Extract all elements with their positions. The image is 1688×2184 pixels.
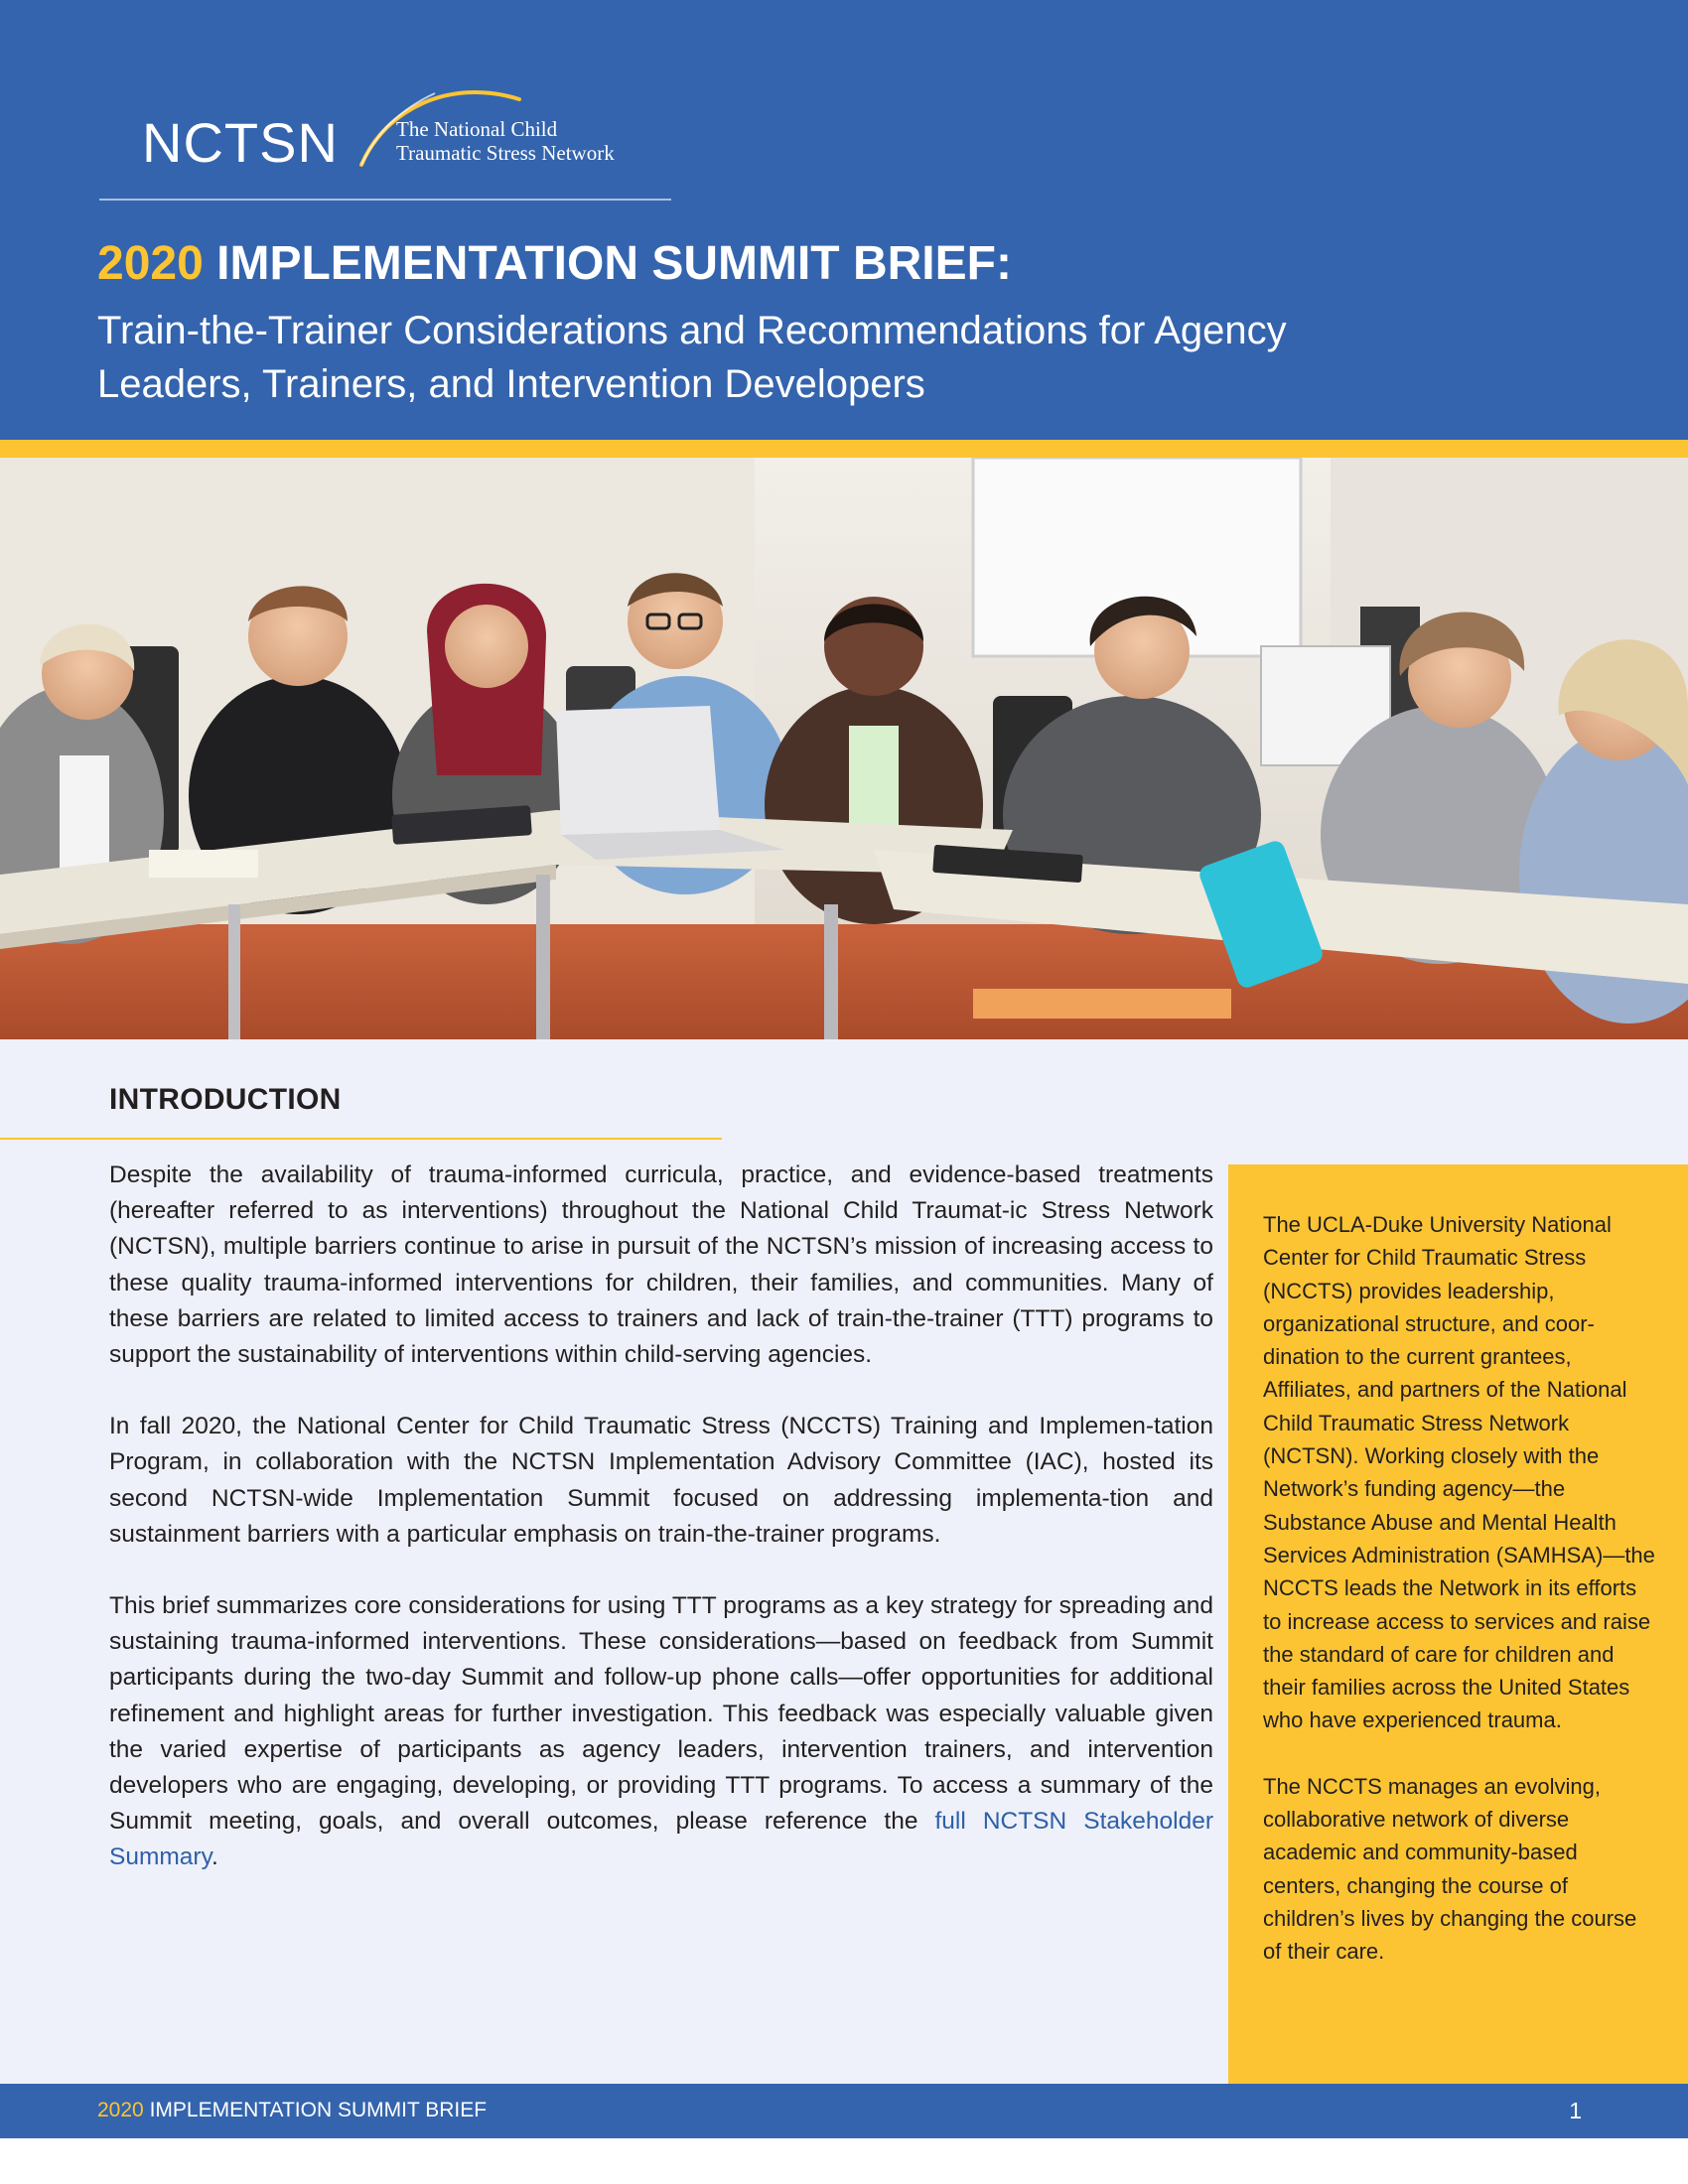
introduction-heading: INTRODUCTION [109, 1083, 342, 1116]
footer-title [97, 2099, 487, 2122]
sidebar-paragraph-2: The NCCTS manages an evolving, collaborative network of diverse academic and community-based centers, changing the course of children’s lives by changing the course of their care. [1263, 1773, 1637, 1965]
photo-illustration [0, 458, 1688, 1039]
logo-divider [99, 199, 671, 201]
intro-paragraph-2: In fall 2020, the National Center for Child Traumatic Stress (NCCTS) Training and Implemen-tation Program, in collaboration with the NCTSN Implementation Advisory Committee (IAC), hosted its second NCTSN-wide Implementation Summit focused on addressing implementa-tion and sustainment barriers with a particular emphasis on train-the-trainer programs. [109, 1413, 1213, 1548]
footer-year: 2020 [97, 2099, 144, 2121]
introduction-body [109, 1158, 1213, 1912]
nccts-sidebar-box [1228, 1164, 1688, 2086]
page-number: 1 [1569, 2098, 1582, 2123]
header-banner [0, 0, 1688, 440]
logo-wordmark: NCTSN [142, 111, 339, 174]
intro-paragraph-3 [109, 1588, 1213, 1876]
page-subtitle [97, 304, 1607, 411]
intro-paragraph-3-end: . [211, 1843, 218, 1871]
intro-paragraph-3-text: This brief summarizes core considerations for using TTT programs as a key strategy for spreading and sustaining trauma-informed interventions. These considerations—based on feedback from Summit participants during the two-day Summit and follow-up phone calls—offer opportunities for additional refinement and highlight areas for further investigation. This feedback was especially valuable given the varied expertise of participants as agency leaders, intervention trainers, and intervention developers who are engaging, developing, or providing TTT programs. To access a summary of the Summit meeting, goals, and overall outcomes, please reference the [109, 1592, 1213, 1836]
logo-tagline-line1: The National Child [396, 117, 558, 141]
group-meeting-photo [0, 458, 1688, 1039]
gold-divider-stripe [0, 440, 1688, 458]
title-text: IMPLEMENTATION SUMMIT BRIEF: [216, 237, 1012, 290]
nctsn-logo[interactable] [139, 79, 695, 179]
intro-paragraph-1: Despite the availability of trauma-informed curricula, practice, and evidence-based treatments (hereafter referred to as interventions) throughout the National Child Traumat-ic Stress Network (NCTSN), multiple barriers continue to arise in pursuit of the NCTSN’s mission of increasing access to these quality trauma-informed interventions for children, their families, and communities. Many of these barriers are related to limited access to trainers and lack of train-the-trainer (TTT) programs to support the sustainability of interventions within child-serving agencies. [109, 1161, 1213, 1369]
page-title [97, 234, 1012, 294]
logo-tagline-line2: Traumatic Stress Network [396, 141, 615, 165]
title-year: 2020 [97, 237, 204, 290]
introduction-underline [0, 1138, 722, 1140]
stakeholder-summary-link[interactable]: full NCTSN Stakeholder Summary [109, 1808, 1213, 1871]
page-footer [0, 2084, 1688, 2138]
subtitle-line2: Leaders, Trainers, and Intervention Developers [97, 362, 925, 406]
footer-label: IMPLEMENTATION SUMMIT BRIEF [149, 2099, 488, 2121]
logo-tagline [396, 117, 615, 165]
subtitle-line1: Train-the-Trainer Considerations and Recommendations for Agency [97, 309, 1287, 352]
sidebar-paragraph-1: The UCLA-Duke University National Center for Child Traumatic Stress (NCCTS) provides leadership, organizational structure, and coor-dination to the current grantees, Affiliates, and partners of the National Child Traumatic Stress Network (NCTSN). Working closely with the Network’s funding agency—the Substance Abuse and Mental Health Services Administration (SAMHSA)—the NCCTS leads the Network in its efforts to increase access to services and raise the standard of care for children and their families across the United States who have experienced trauma. [1263, 1212, 1655, 1733]
